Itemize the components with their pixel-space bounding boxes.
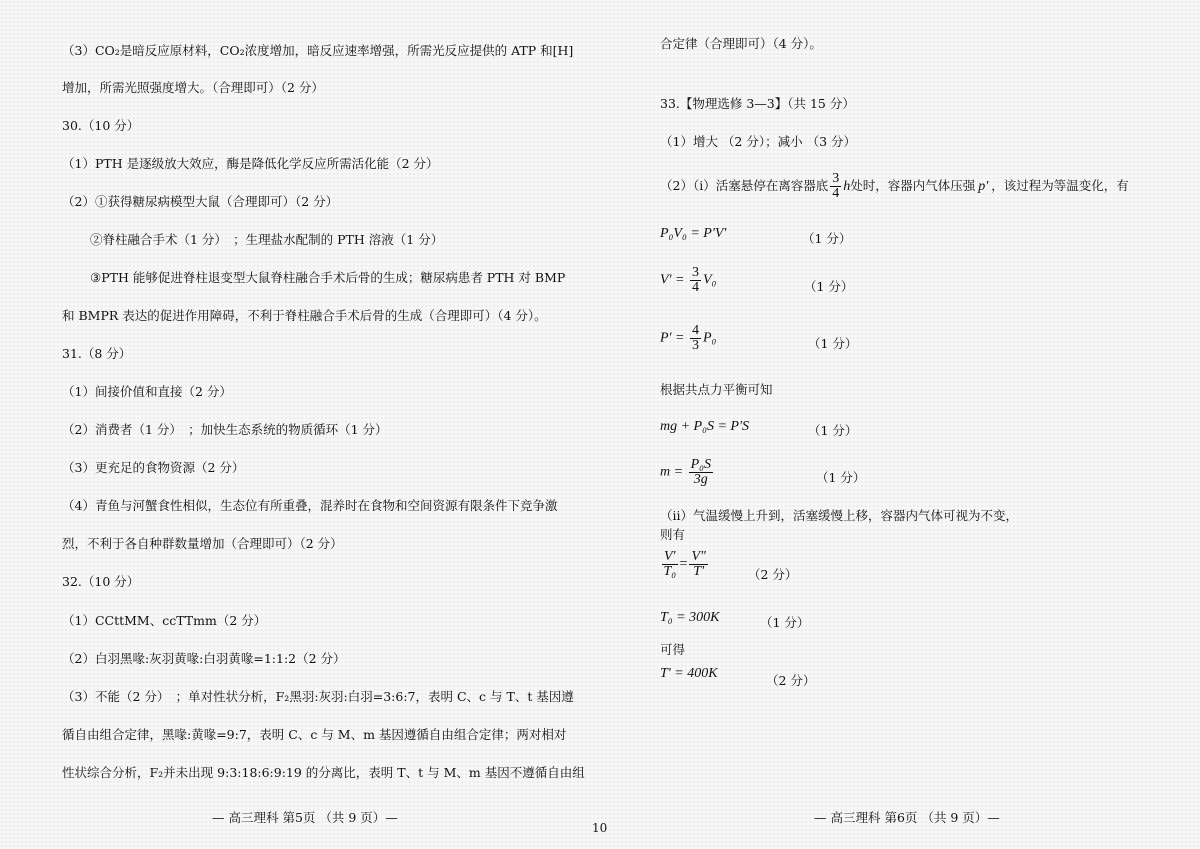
score-label: （2 分） — [766, 673, 816, 688]
math-var: h — [843, 179, 851, 194]
page-footer: — 高三理科 第5页 （共 9 页）— — [212, 810, 398, 825]
fraction — [690, 266, 701, 295]
equals-sign: = — [679, 556, 688, 572]
equation-lhs: P' = — [660, 330, 685, 346]
text-line: （1）增大 （2 分）；减小 （3 分） — [660, 134, 857, 149]
text-segment: 处时，容器内气体压强 — [850, 178, 976, 193]
text-line: （3）CO₂是暗反应原材料，CO₂浓度增加，暗反应速率增强，所需光反应提供的 ATP 和[H] — [62, 43, 574, 58]
equation-rhs: P₀ — [703, 330, 717, 346]
text-line: （1）PTH 是逐级放大效应，酶是降低化学反应所需活化能（2 分） — [62, 156, 439, 171]
score-label: （1 分） — [808, 336, 858, 351]
math-var: p' — [978, 179, 989, 194]
fraction — [662, 550, 678, 579]
text-line: 和 BMPR 表达的促进作用障碍，不利于脊柱融合手术后骨的生成（合理即可）（4 分）。 — [62, 308, 547, 323]
equation: mg + P₀S = P'S — [660, 419, 749, 434]
fraction — [690, 324, 701, 353]
equation-lhs: V' = — [660, 272, 685, 288]
score-label: （1 分） — [816, 470, 866, 485]
score-label: （1 分） — [802, 231, 852, 246]
page-footer: — 高三理科 第6页 （共 9 页）— — [814, 810, 1000, 825]
text-line: 根据共点力平衡可知 — [660, 382, 773, 397]
fraction-numerator: 3 — [692, 265, 699, 280]
question-heading: 31.（8 分） — [62, 346, 132, 361]
score-label: （1 分） — [808, 423, 858, 438]
fraction-denominator: T₀ — [663, 564, 677, 579]
fraction-numerator: V" — [691, 549, 706, 564]
right-page — [600, 0, 1200, 849]
fraction-denominator: 3 — [692, 338, 699, 353]
fraction — [689, 458, 713, 487]
text-line — [660, 172, 1129, 201]
text-line: （2）①获得糖尿病模型大鼠（合理即可）（2 分） — [62, 194, 339, 209]
fraction-numerator: P₀S — [690, 457, 711, 472]
equation: T' = 400K — [660, 666, 718, 681]
text-line: （3）更充足的食物资源（2 分） — [62, 460, 245, 475]
text-line: 可得 — [660, 642, 686, 657]
equation: P₀V₀ = P'V' — [660, 226, 727, 241]
equation — [660, 324, 716, 353]
question-heading: 33.【物理选修 3—3】（共 15 分） — [660, 96, 855, 111]
text-line: 增加，所需光照强度增大。（合理即可）（2 分） — [62, 80, 324, 95]
fraction-denominator: T' — [693, 564, 705, 579]
score-label: （1 分） — [760, 615, 810, 630]
text-line: 循自由组合定律，黑喙:黄喙=9:7，表明 C、c 与 M、m 基因遵循自由组合定律；两对相对 — [62, 727, 567, 742]
equation-lhs: m = — [660, 464, 684, 480]
text-line: 性状综合分析，F₂并未出现 9:3:18:6:9:19 的分离比，表明 T、t 与 M、m 基因不遵循自由组 — [62, 765, 585, 780]
text-line: （1）CCttMM、ccTTmm（2 分） — [62, 613, 267, 628]
equation — [660, 266, 716, 295]
text-line: 合定律（合理即可）（4 分）。 — [660, 36, 822, 51]
text-segment: ，该过程为等温变化，有 — [991, 178, 1129, 193]
page-number: 10 — [592, 821, 608, 835]
text-line: （1）间接价值和直接（2 分） — [62, 384, 232, 399]
text-segment: （2）（ⅰ）活塞悬停在离容器底 — [660, 178, 829, 193]
fraction-denominator: 4 — [832, 186, 840, 201]
fraction-numerator: V' — [664, 549, 676, 564]
text-line: （ii）气温缓慢上升到，活塞缓慢上移，容器内气体可视为不变， — [660, 508, 1018, 523]
equation: T₀ = 300K — [660, 610, 720, 625]
score-label: （1 分） — [804, 279, 854, 294]
fraction-numerator: 3 — [832, 171, 840, 186]
fraction — [689, 550, 707, 579]
question-heading: 32.（10 分） — [62, 574, 140, 589]
fraction-denominator: 4 — [692, 280, 699, 295]
text-line: （4）青鱼与河蟹食性相似，生态位有所重叠，混养时在食物和空间资源有限条件下竞争激 — [62, 498, 558, 513]
text-line: （3）不能（2 分） ；单对性状分析，F₂黑羽:灰羽:白羽=3:6:7，表明 C、c 与 T、t 基因遵 — [62, 689, 574, 704]
equation-rhs: V₀ — [703, 272, 717, 288]
text-line: （2）白羽黑喙:灰羽黄喙:白羽黄喙=1:1:2（2 分） — [62, 651, 346, 666]
text-line: ③PTH 能够促进脊柱退变型大鼠脊柱融合手术后骨的生成；糖尿病患者 PTH 对 BMP — [90, 270, 566, 285]
text-line: ②脊柱融合手术（1 分） ；生理盐水配制的 PTH 溶液（1 分） — [90, 232, 444, 247]
fraction — [830, 172, 841, 201]
text-line: 则有 — [660, 527, 686, 542]
equation — [660, 458, 715, 487]
score-label: （2 分） — [748, 567, 798, 582]
equation — [660, 550, 710, 579]
text-line: 烈，不利于各自种群数量增加（合理即可）（2 分） — [62, 536, 343, 551]
fraction-numerator: 4 — [692, 323, 699, 338]
text-line: （2）消费者（1 分） ；加快生态系统的物质循环（1 分） — [62, 422, 388, 437]
question-heading: 30.（10 分） — [62, 118, 140, 133]
fraction-denominator: 3g — [693, 472, 708, 487]
